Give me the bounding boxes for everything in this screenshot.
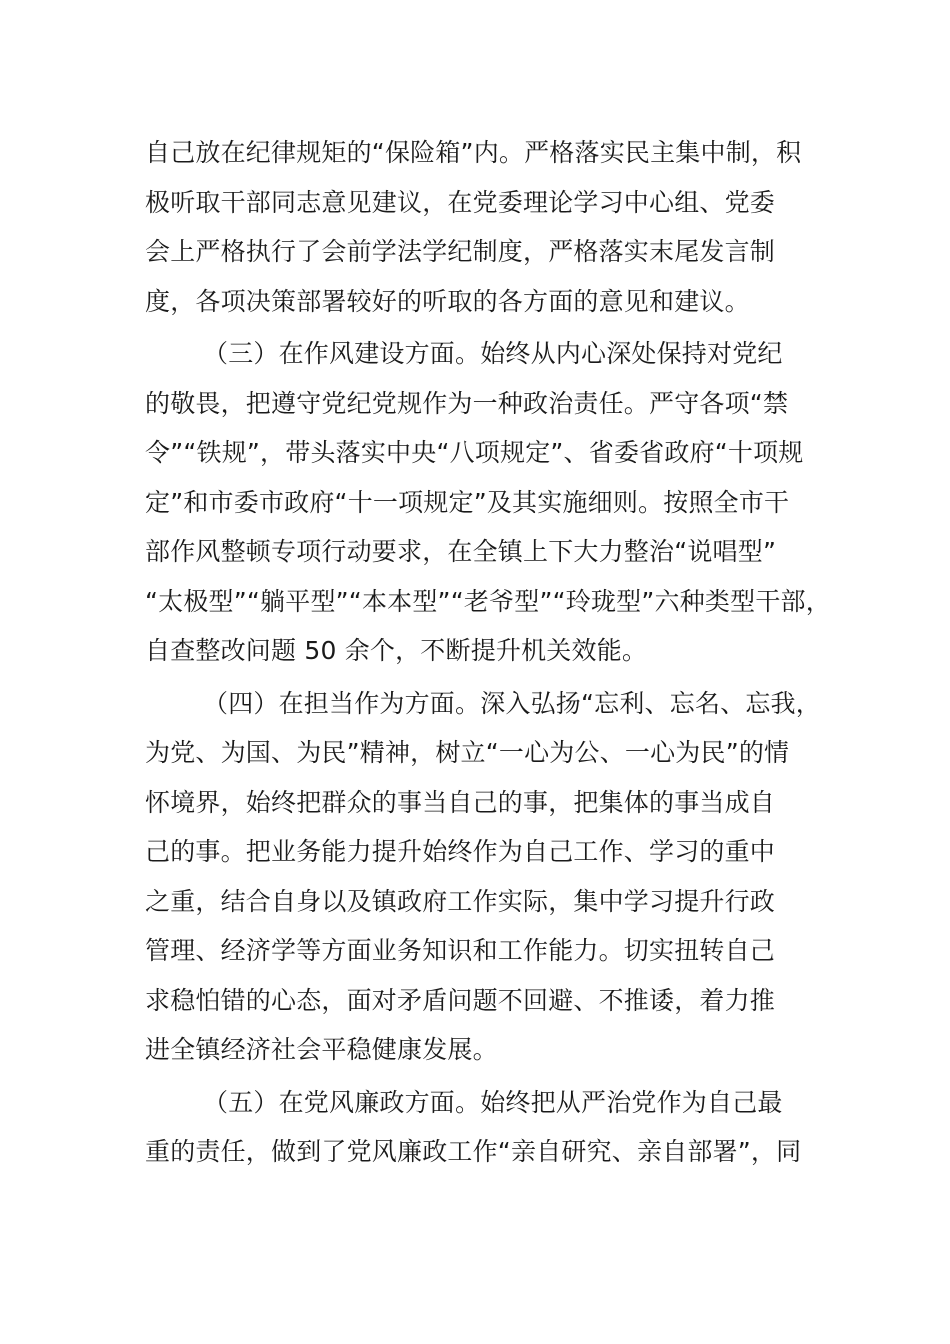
text-line: 求稳怕错的心态，面对矛盾问题不回避、不推诿，着力推 (145, 985, 776, 1015)
text-line: 怀境界，始终把群众的事当自己的事，把集体的事当成自 (145, 787, 776, 817)
text-line: 进全镇经济社会平稳健康发展。 (145, 1035, 498, 1064)
section-heading-line: （五）在党风廉政方面。始终把从严治党作为自己最 (203, 1087, 783, 1117)
text-line: 令”“铁规”，带头落实中央“八项规定”、省委省政府“十项规 (145, 438, 804, 467)
text-line: 的敬畏，把遵守党纪党规作为一种政治责任。严守各项“禁 (145, 388, 789, 418)
text-line: 己的事。把业务能力提升始终作为自己工作、学习的重中 (145, 837, 776, 866)
text-line: 度，各项决策部署较好的听取的各方面的意见和建议。 (145, 286, 750, 316)
text-line: 之重，结合自身以及镇政府工作实际，集中学习提升行政 (145, 886, 776, 916)
section-heading-line: （四）在担当作为方面。深入弘扬“忘利、忘名、忘我， (203, 688, 821, 718)
section-heading-line: （三）在作风建设方面。始终从内心深处保持对党纪 (203, 339, 783, 368)
text-line: 自查整改问题 50 余个，不断提升机关效能。 (145, 636, 648, 665)
text-line: 极听取干部同志意见建议，在党委理论学习中心组、党委 (145, 187, 776, 217)
text-line: 重的责任，做到了党风廉政工作“亲自研究、亲自部署”，同 (145, 1137, 802, 1166)
body-text (145, 128, 831, 1177)
text-line: “太极型”“躺平型”“本本型”“老爷型”“玲珑型”六种类型干部， (145, 586, 831, 616)
text-line: 管理、经济学等方面业务知识和工作能力。切实扭转自己 (145, 936, 776, 965)
text-line: 部作风整顿专项行动要求，在全镇上下大力整治“说唱型” (145, 537, 777, 566)
text-line: 定”和市委市政府“十一项规定”及其实施细则。按照全市干 (145, 487, 790, 517)
text-line: 自己放在纪律规矩的“保险箱”内。严格落实民主集中制，积 (145, 138, 802, 167)
text-line: 为党、为国、为民”精神，树立“一心为公、一心为民”的情 (145, 738, 790, 767)
text-line: 会上严格执行了会前学法学纪制度，严格落实末尾发言制 (145, 237, 776, 266)
